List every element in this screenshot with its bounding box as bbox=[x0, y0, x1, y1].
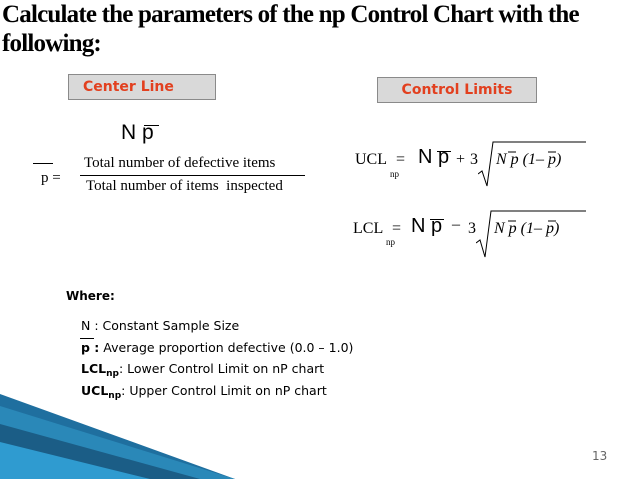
lcl-np: N p bbox=[411, 215, 443, 237]
page-title: Calculate the parameters of the np Control Chart with the following: bbox=[2, 1, 579, 57]
definition-sub: np bbox=[108, 391, 122, 401]
fraction-line bbox=[80, 175, 305, 176]
center-line-formula: N p bbox=[121, 121, 154, 144]
lcl-k: 3 bbox=[468, 220, 476, 237]
definition-desc: : Lower Control Limit on nP chart bbox=[118, 361, 325, 376]
definition-desc: Average proportion defective (0.0 – 1.0) bbox=[99, 340, 354, 355]
p-bar bbox=[144, 125, 159, 126]
definition-ucl bbox=[81, 383, 327, 401]
ucl-eq: = bbox=[396, 151, 406, 168]
center-line-label: Center Line bbox=[68, 74, 216, 100]
p-symbol: p = bbox=[41, 170, 61, 186]
definition-n bbox=[81, 318, 239, 333]
definition-term: N bbox=[81, 318, 91, 333]
lcl-eq: = bbox=[392, 220, 402, 237]
corner-decoration bbox=[0, 394, 235, 479]
ucl-p-bar bbox=[437, 151, 451, 152]
definition-p bbox=[81, 340, 353, 355]
definition-desc: : Upper Control Limit on nP chart bbox=[121, 383, 327, 398]
definition-sub: np bbox=[106, 369, 119, 379]
ucl-op: + bbox=[456, 151, 466, 168]
denominator: Total number of items inspected bbox=[86, 178, 283, 194]
definition-lcl bbox=[81, 361, 324, 379]
ucl-k: 3 bbox=[470, 151, 478, 168]
lcl-sub: np bbox=[386, 237, 395, 247]
ucl-np: N p bbox=[418, 146, 450, 168]
where-heading: Where: bbox=[66, 289, 115, 303]
lcl-name: LCL bbox=[353, 220, 384, 237]
where-p-bar bbox=[80, 338, 94, 339]
lcl-radicand: N p (1– p) bbox=[494, 220, 560, 237]
p-bar-2 bbox=[33, 163, 53, 164]
numerator: Total number of defective items bbox=[84, 155, 276, 171]
definition-term: UCL bbox=[81, 383, 109, 398]
definition-desc: : Constant Sample Size bbox=[90, 318, 240, 333]
ucl-radicand: N p (1– p) bbox=[496, 151, 562, 168]
page-number: 13 bbox=[592, 449, 608, 463]
definition-term: LCL bbox=[81, 361, 107, 376]
control-limits-label: Control Limits bbox=[377, 77, 537, 103]
ucl-name: UCL bbox=[355, 151, 387, 168]
lcl-op: – bbox=[452, 216, 460, 233]
ucl-sub: np bbox=[390, 169, 399, 179]
lcl-p-bar bbox=[430, 219, 444, 220]
definition-term: p : bbox=[81, 340, 100, 355]
